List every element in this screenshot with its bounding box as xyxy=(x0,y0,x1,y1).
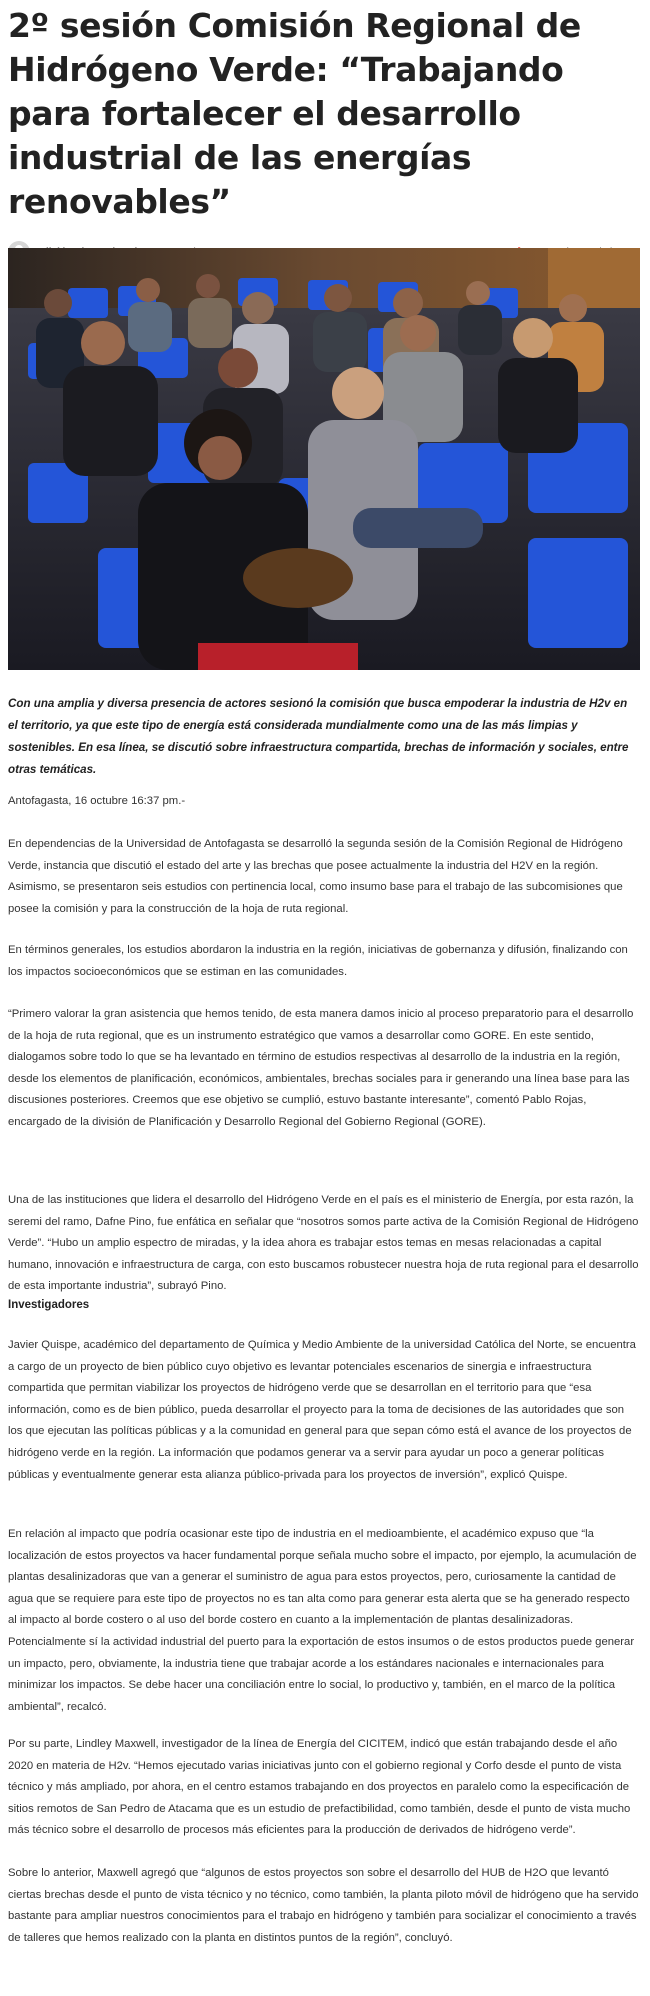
paragraph-4: Una de las instituciones que lidera el desarrollo del Hidrógeno Verde en el país es el ministerio de Energía, por esta razón, la seremi del ramo, Dafne Pino, fue enfática en señalar que “nosotros somos parte activa de la Comisión Regional de Hidrógeno Verde”. “Hubo un amplio espectro de miradas, y la idea ahora es trabajar estos temas en mesas relacionadas a capital humano, innovación e infraestructura de carga, con esto buscamos robustecer nuestra hoja de ruta regional para el desarrollo de esta importante industria”, subrayó Pino. xyxy=(8,1194,639,1293)
paragraph-1: En dependencias de la Universidad de Antofagasta se desarrolló la segunda sesión de la Comisión Regional de Hidrógeno Verde, instancia que discutió el estado del arte y las brechas que posee actualmente la industria del H2V en la región. Asimismo, se presentaron seis estudios con pertinencia local, como insumo base para el trabajo de las subcomisiones que posee la comisión y para la construcción de la hoja de ruta regional. xyxy=(8,838,623,915)
paragraph-2: En términos generales, los estudios abordaron la industria en la región, iniciativas de gobernanza y difusión, finalizando con los impactos socioeconómicos que se estiman en las comunidades. xyxy=(8,944,628,978)
article xyxy=(8,0,640,1944)
paragraph-6: En relación al impacto que podría ocasionar este tipo de industria en el medioambiente, el académico expuso que “la localización de estos proyectos va hacer fundamental porque señala mucho sobre el impacto, por ejemplo, la acumulación de plantas desalinizadoras que van a generar el suministro de agua para estos proyectos, pero, curiosamente la cantidad de agua que se requiere para este tipo de proyectos no es tan alta como para generar esta alerta que se ha generado respecto al impacto al borde costero o al uso del borde costero en cuanto a la implementación de plantas desalinizadoras. Potencialmente sí la actividad industrial del puerto para la exportación de estos insumos o de estos productos puede generar un impacto, pero, obviamente, la industria tiene que trabajar acorde a los estándares nacionales e internacionales para minimizar los impactos. Se debe hacer una conciliación entre lo social, lo productivo y, también, en el marco de la política ambiental”, recalcó. xyxy=(8,1528,637,1713)
article-lead: Con una amplia y diversa presencia de actores sesionó la comisión que busca empoderar la industria de H2v en el territorio, ya que este tipo de energía está considerada mundialmente como una de las más limpias y sostenibles. En esa línea, se discutió sobre infraestructura compartida, brechas de información y sociales, entre otras temáticas. xyxy=(8,697,629,776)
article-title: 2º sesión Comisión Regional de Hidrógeno Verde: “Trabajando para fortalecer el desarrollo industrial de las energías renovables” xyxy=(8,6,581,221)
section-heading: Investigadores xyxy=(8,1299,90,1311)
paragraph-3: “Primero valorar la gran asistencia que hemos tenido, de esta manera damos inicio al proceso preparatorio para el desarrollo de la hoja de ruta regional, que es un instrumento estratégico que vamos a desarrollar como GORE. En este sentido, dialogamos sobre todo lo que se ha levantado en término de estudios respectivas al desarrollo de la industria en la región, desde los elementos de planificación, económicos, ambientales, brechas sociales para ir generando una línea base para las discusiones posteriores. Creemos que ese objetivo se cumplió, estuvo bastante interesante”, comentó Pablo Rojas, encargado de la división de Planificación y Desarrollo Regional del Gobierno Regional (GORE). xyxy=(8,1008,634,1128)
paragraph-dateline: Antofagasta, 16 octubre 16:37 pm.- xyxy=(8,795,186,807)
article-photo xyxy=(8,248,640,670)
paragraph-8: Sobre lo anterior, Maxwell agregó que “algunos de estos proyectos son sobre el desarrollo del HUB de H2O que levantó ciertas brechas desde el punto de vista técnico y no técnico, como también, la planta piloto móvil de hidrógeno que ha servido bastante para ampliar nuestros conocimientos para el trabajo en hidrógeno y también para socializar el conocimiento a través de talleres que hemos realizado con la planta en distintos puntos de la región”, concluyó. xyxy=(8,1867,639,1944)
paragraph-5: Javier Quispe, académico del departamento de Química y Medio Ambiente de la universidad Católica del Norte, se encuentra a cargo de un proyecto de bien público cuyo objetivo es levantar potenciales escenarios de sinergia e infraestructura compartida que permitan viabilizar los proyectos de hidrógeno verde que se desarrollan en el territorio para que “esa información, como es de bien público, pueda desarrollar el proyecto para la toma de decisiones de las autoridades que son los que ejecutan las políticas públicas y a la comunidad en general para que sepan cómo está el avance de los proyectos de hidrógeno verde en la región. La información que podamos generar va a servir para ayudar un poco a generar políticas públicas y eventualmente generar esta alianza público-privada para los proyectos de inversión”, explicó Quispe. xyxy=(8,1339,636,1481)
paragraph-7: Por su parte, Lindley Maxwell, investigador de la línea de Energía del CICITEM, indicó que están trabajando desde el año 2020 en materia de H2v. “Hemos ejecutado varias iniciativas junto con el gobierno regional y Corfo desde el punto de vista técnico y más ampliado, por ahora, en el centro estamos trabajando en dos proyectos en paralelo como la especificación de sitios remotos de San Pedro de Atacama que es un estudio de prefactibilidad, como también, desde el punto de vista mucho más técnico sobre el desarrollo de procesos más eficientes para la producción de derivados de hidrógeno verde”. xyxy=(8,1738,631,1837)
